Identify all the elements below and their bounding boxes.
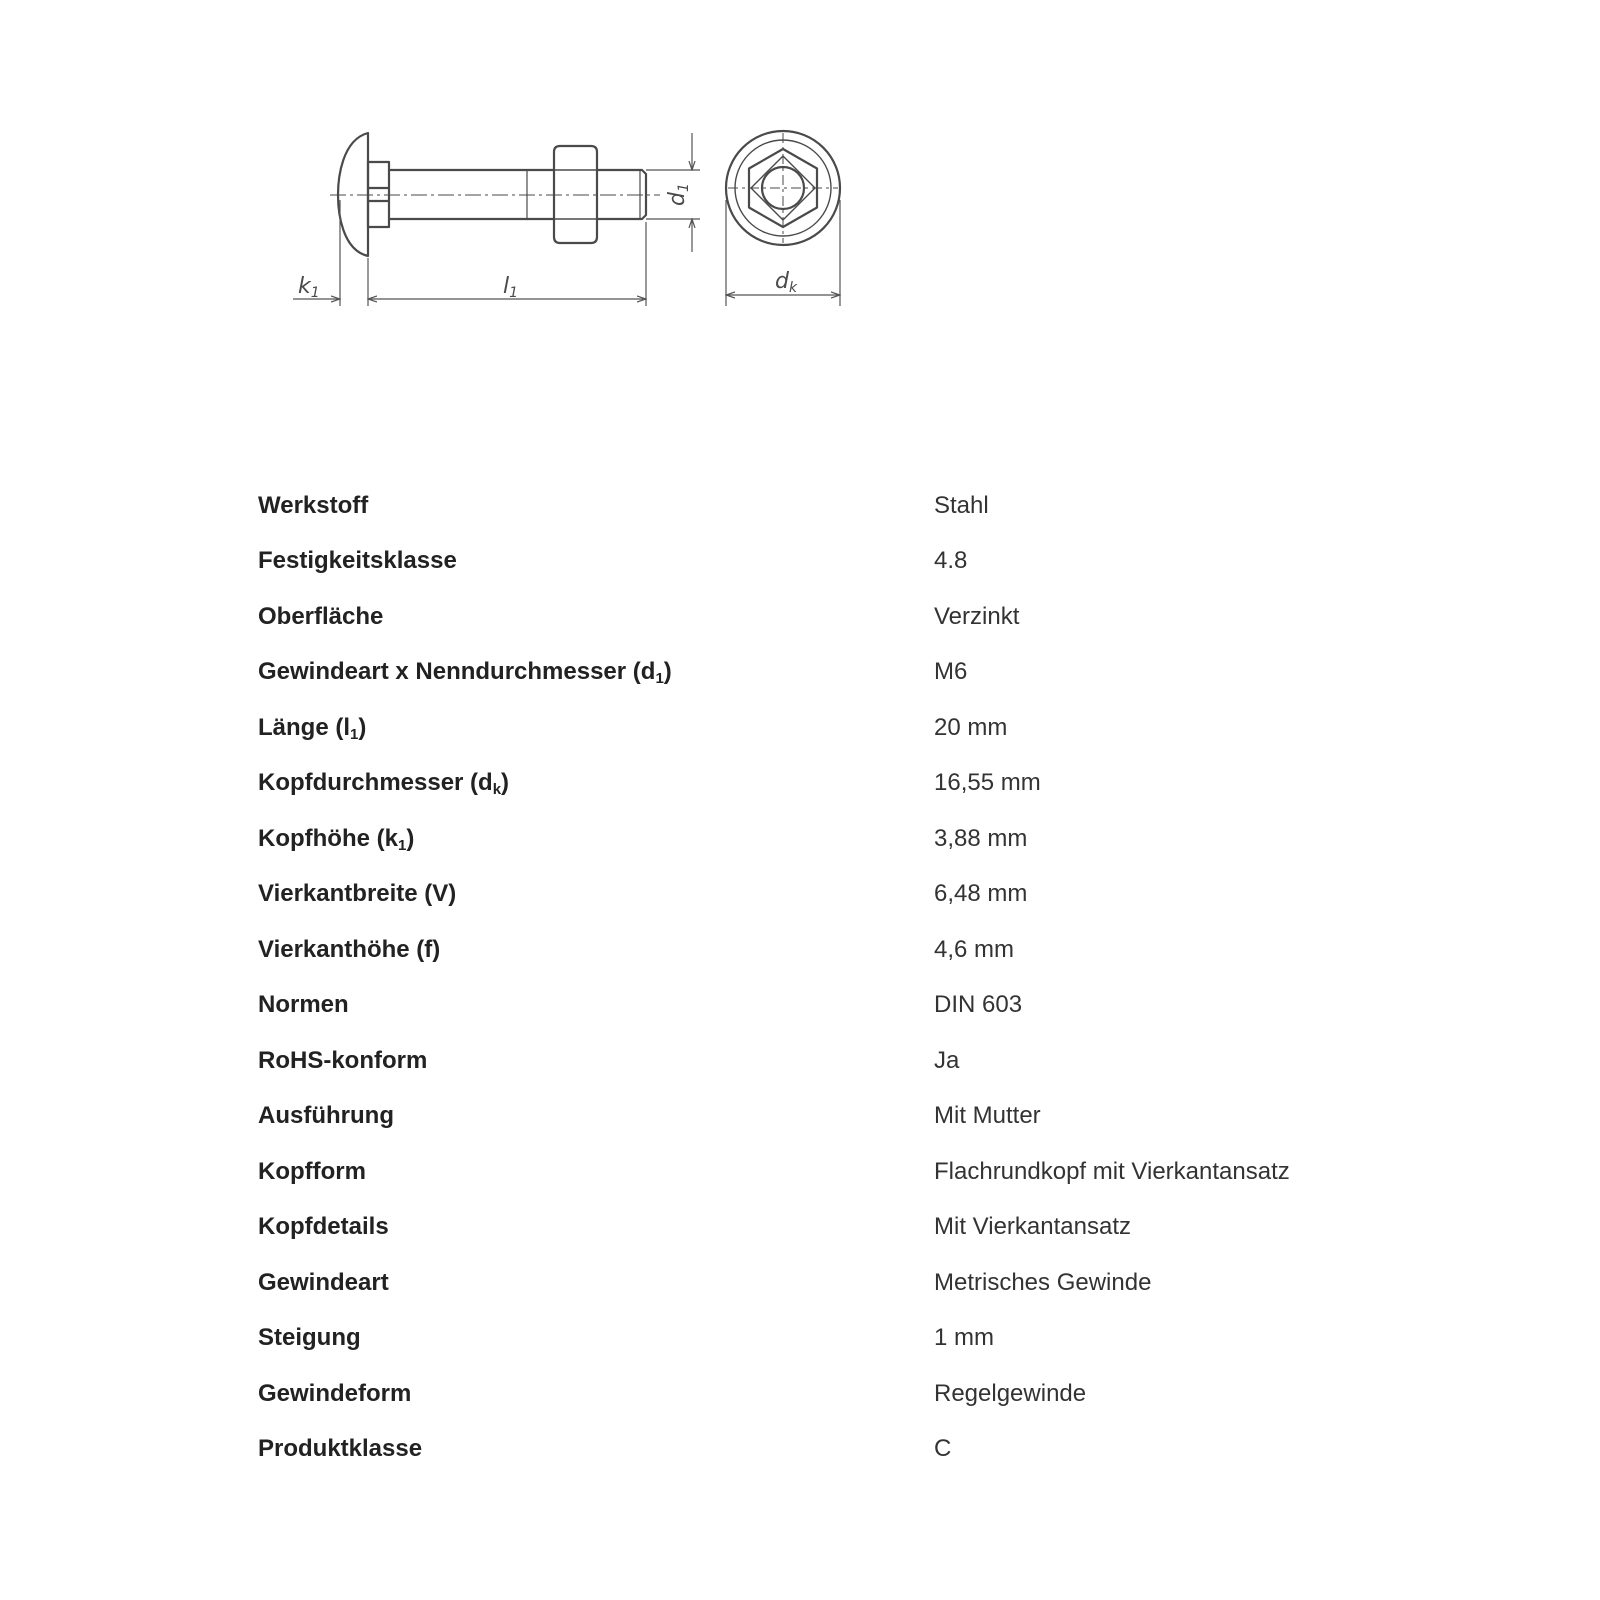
spec-row: [258, 1033, 1358, 1089]
spec-value: M6: [934, 658, 968, 686]
spec-label: [258, 1033, 934, 1089]
spec-label-end: ): [406, 824, 415, 852]
spec-table-body: [258, 478, 1358, 1477]
spec-label-text: Steigung: [258, 1324, 361, 1352]
spec-label: [258, 645, 934, 701]
spec-row: [258, 1200, 1358, 1256]
spec-label-text: Kopfdurchmesser (d: [258, 769, 493, 797]
spec-row: [258, 1311, 1358, 1367]
spec-row: [258, 1255, 1358, 1311]
spec-label-text: Länge (l: [258, 713, 351, 741]
spec-table: [258, 478, 1358, 1477]
spec-value: Flachrundkopf mit Vierkantansatz: [934, 1157, 1290, 1185]
l1-label: l1: [503, 274, 519, 301]
spec-row: [258, 1422, 1358, 1478]
bolt-side-view: [330, 133, 660, 256]
spec-value: 1 mm: [934, 1324, 994, 1352]
spec-row: [258, 478, 1358, 534]
spec-label-text: Kopfdetails: [258, 1213, 389, 1241]
spec-label: [258, 700, 934, 756]
spec-value: Mit Vierkantansatz: [934, 1213, 1131, 1241]
spec-value: DIN 603: [934, 991, 1023, 1019]
spec-label-subscript: 1: [655, 670, 664, 688]
spec-value: 4,6 mm: [934, 935, 1015, 963]
spec-label-subscript: 1: [350, 725, 359, 743]
spec-label: [258, 534, 934, 590]
spec-row: [258, 1366, 1358, 1422]
spec-value: Stahl: [934, 491, 989, 519]
spec-value: Verzinkt: [934, 602, 1020, 630]
spec-label: [258, 811, 934, 867]
spec-label: [258, 1200, 934, 1256]
spec-label: [258, 756, 934, 812]
spec-label-text: Normen: [258, 991, 349, 1019]
spec-label: [258, 589, 934, 645]
spec-label: [258, 1366, 934, 1422]
spec-label-text: Gewindeart x Nenndurchmesser (d: [258, 658, 656, 686]
spec-label: [258, 978, 934, 1034]
spec-label-end: ): [663, 658, 672, 686]
technical-drawing: [0, 0, 1600, 400]
spec-label: [258, 922, 934, 978]
spec-value: 6,48 mm: [934, 880, 1028, 908]
spec-label: [258, 1311, 934, 1367]
spec-label: [258, 1422, 934, 1478]
spec-label-text: Oberfläche: [258, 602, 384, 630]
spec-value: Mit Mutter: [934, 1102, 1041, 1130]
spec-label-text: Kopfform: [258, 1157, 366, 1185]
spec-row: [258, 978, 1358, 1034]
spec-row: [258, 534, 1358, 590]
spec-row: [258, 589, 1358, 645]
spec-row: [258, 1144, 1358, 1200]
k1-label: k1: [298, 274, 320, 301]
spec-value: 16,55 mm: [934, 769, 1041, 797]
bolt-end-view: [726, 131, 840, 245]
spec-row: [258, 645, 1358, 701]
spec-value: C: [934, 1435, 952, 1463]
spec-value: Metrisches Gewinde: [934, 1268, 1152, 1296]
spec-value: 3,88 mm: [934, 824, 1028, 852]
spec-label: [258, 1255, 934, 1311]
spec-row: [258, 811, 1358, 867]
spec-value: Ja: [934, 1046, 960, 1074]
spec-label-text: Vierkanthöhe (f): [258, 935, 441, 963]
spec-label-text: Gewindeform: [258, 1379, 412, 1407]
spec-value: 20 mm: [934, 713, 1008, 741]
spec-label-text: Werkstoff: [258, 491, 369, 519]
spec-label-text: Kopfhöhe (k: [258, 824, 398, 852]
spec-label: [258, 478, 934, 534]
spec-label-text: Vierkantbreite (V): [258, 880, 457, 908]
d1-label: d1: [665, 183, 692, 206]
spec-value: Regelgewinde: [934, 1379, 1087, 1407]
spec-label: [258, 867, 934, 923]
spec-row: [258, 700, 1358, 756]
spec-label-text: Ausführung: [258, 1102, 394, 1130]
spec-label-text: Gewindeart: [258, 1268, 389, 1296]
spec-label-end: ): [501, 769, 510, 797]
spec-label-text: Festigkeitsklasse: [258, 547, 457, 575]
dk-label: dk: [775, 269, 798, 296]
spec-row: [258, 756, 1358, 812]
spec-row: [258, 922, 1358, 978]
spec-label: [258, 1144, 934, 1200]
spec-label-subscript: k: [492, 781, 502, 799]
spec-label: [258, 1089, 934, 1145]
spec-label-text: Produktklasse: [258, 1435, 423, 1463]
spec-row: [258, 867, 1358, 923]
spec-row: [258, 1089, 1358, 1145]
spec-label-subscript: 1: [397, 836, 407, 854]
spec-value: 4.8: [934, 547, 968, 575]
spec-label-end: ): [358, 713, 367, 741]
spec-label-text: RoHS-konform: [258, 1046, 428, 1074]
